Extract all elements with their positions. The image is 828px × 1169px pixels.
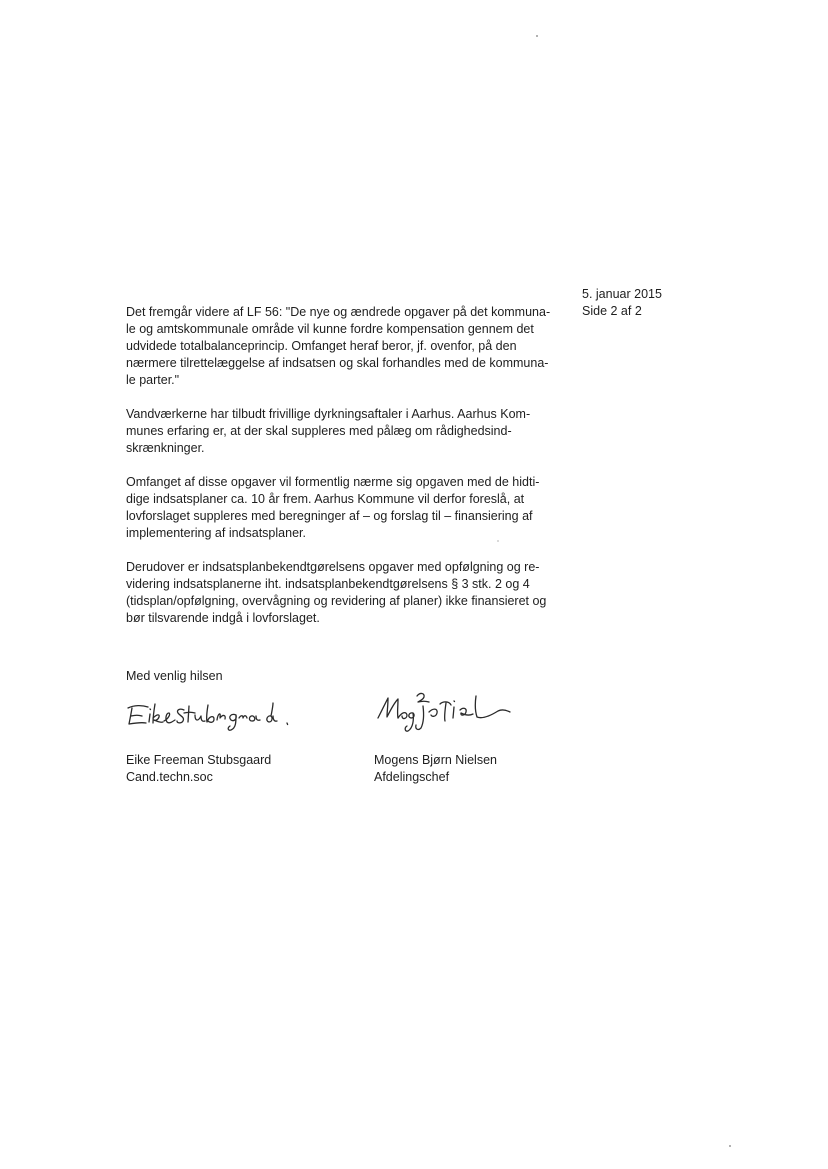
- signer-left: [126, 752, 271, 786]
- text-line: implementering af indsatsplaner.: [126, 526, 306, 540]
- text-line: dige indsatsplaner ca. 10 år frem. Aarhus Kommune vil derfor foreslå, at: [126, 492, 525, 506]
- letter-meta: [582, 286, 662, 319]
- closing-salutation: Med venlig hilsen: [126, 669, 223, 683]
- paragraph: [126, 559, 566, 627]
- text-line: (tidsplan/opfølgning, overvågning og revidering af planer) ikke finansieret og: [126, 594, 547, 608]
- paragraph: [126, 406, 566, 457]
- paragraph: [126, 304, 566, 389]
- text-line: nærmere tilrettelæggelse af indsatsen og skal forhandles med de kommuna-: [126, 356, 549, 370]
- signer-name: Mogens Bjørn Nielsen: [374, 753, 497, 767]
- text-line: munes erfaring er, at der skal suppleres med pålæg om rådighedsind-: [126, 424, 512, 438]
- signer-title: Afdelingschef: [374, 770, 450, 784]
- text-line: le og amtskommunale område vil kunne fordre kompensation gennem det: [126, 322, 534, 336]
- text-line: skrænkninger.: [126, 441, 205, 455]
- scan-speck: [729, 1145, 731, 1147]
- text-line: udvidede totalbalanceprincip. Omfanget heraf beror, jf. ovenfor, på den: [126, 339, 517, 353]
- text-line: videring indsatsplanerne iht. indsatsplanbekendtgørelsens § 3 stk. 2 og 4: [126, 577, 530, 591]
- letter-date: 5. januar 2015: [582, 287, 662, 301]
- signature-left: [122, 694, 307, 734]
- page-number: Side 2 af 2: [582, 303, 642, 318]
- signer-right: [374, 752, 497, 786]
- signer-title: Cand.techn.soc: [126, 770, 213, 784]
- signature-right: [374, 688, 514, 734]
- text-line: Derudover er indsatsplanbekendtgørelsens opgaver med opfølgning og re-: [126, 560, 540, 574]
- text-line: lovforslaget suppleres med beregninger af – og forslag til – finansiering af: [126, 509, 533, 523]
- text-line: Det fremgår videre af LF 56: "De nye og ændrede opgaver på det kommuna-: [126, 305, 551, 319]
- text-line: le parter.": [126, 373, 180, 387]
- scan-speck: [536, 35, 538, 37]
- text-line: Vandværkerne har tilbudt frivillige dyrkningsaftaler i Aarhus. Aarhus Kom-: [126, 407, 531, 421]
- signer-name: Eike Freeman Stubsgaard: [126, 753, 272, 767]
- text-line: bør tilsvarende indgå i lovforslaget.: [126, 611, 320, 625]
- text-line: Omfanget af disse opgaver vil formentlig nærme sig opgaven med de hidti-: [126, 475, 540, 489]
- letter-body: [126, 304, 566, 644]
- paragraph: [126, 474, 566, 542]
